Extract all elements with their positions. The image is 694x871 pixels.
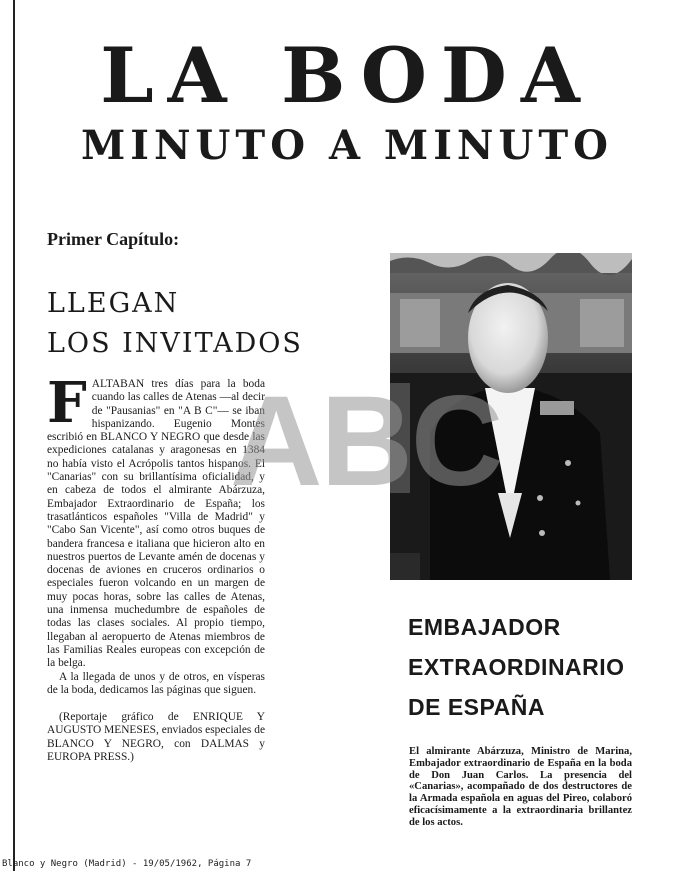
photo-caption: El almirante Abárzuza, Ministro de Marina, Embajador extraordinario de España en la boda de Don Juan Carlos. La presencia del «Canarias», acompañado de dos destructores de la Armada española en aguas del Pireo, colaboró eficacísimamente a la extraordinaria brillantez de los actos.: [409, 746, 632, 828]
section-title-line-2: LOS INVITADOS: [47, 328, 303, 359]
page-subtitle: MINUTO A MINUTO: [81, 122, 613, 169]
photo-headline: [408, 607, 625, 727]
source-footer: Blanco y Negro (Madrid) - 19/05/1962, Página 7: [2, 859, 252, 869]
headline-line-2: EXTRAORDINARIO: [408, 654, 625, 680]
page-title: LA BODA: [100, 31, 594, 120]
chapter-label: Primer Capítulo:: [47, 229, 180, 249]
article-paragraph-2: A la llegada de unos y de otros, en vísperas de la boda, dedicamos las páginas que siguen.: [47, 670, 265, 696]
section-title-line-1: LLEGAN: [47, 288, 180, 319]
headline-line-1: EMBAJADOR: [408, 614, 561, 640]
section-title: [47, 284, 303, 364]
drop-cap: F: [47, 370, 87, 436]
article-paragraph-1-text: ALTABAN tres días para la boda cuando las calles de Atenas —al decir de "Pausanias" en "A B C"— se iban hispanizando. Eugenio Montes escribió en BLANCO Y NEGRO que desde las expediciones catalanas y aragonesas en 1384 no había visto el Acrópolis tantos hispanos. El "Canarias" con su brillantísima oficialidad, y en cabeza de todos el almirante Abárzuza, Embajador Extraordinario de España; los trasatlánticos españoles "Villa de Madrid" y "Cabo San Vicente", así como otros buques de bandera francesa e italiana que hicieron alto en nuestros puertos de Levante amén de docenas y docenas de aviones en cruceros ordinarios o especiales fueron volcando en un margen de muy pocas horas, sobre las calles de Atenas, una inmensa muchedumbre de españoles de todas las clases sociales. Al propio tiempo, llegaban al aeropuerto de Atenas miembros de las Familias Reales europeas con excepción de la belga.: [47, 378, 265, 670]
headline-line-3: DE ESPAÑA: [408, 694, 545, 720]
abc-watermark: ABC: [230, 370, 502, 513]
photo-credit: (Reportaje gráfico de ENRIQUE Y AUGUSTO MENESES, enviados especiales de BLANCO Y NEGRO, con DALMAS y EUROPA PRESS.): [47, 711, 265, 764]
